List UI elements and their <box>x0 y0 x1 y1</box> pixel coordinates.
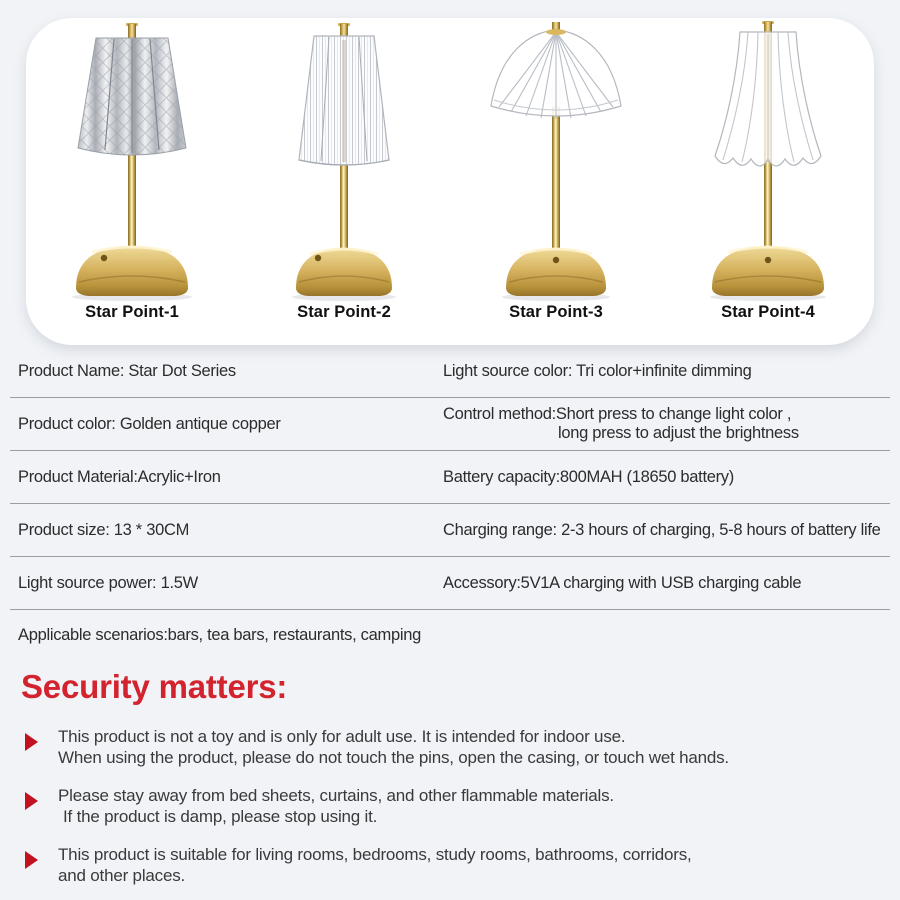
crystal-cone-lamp-image <box>32 20 232 302</box>
spec-product-name: Product Name: Star Dot Series <box>18 361 236 380</box>
lamp-label-2: Star Point-2 <box>297 303 391 321</box>
spec-control-method-line2: long press to adjust the brightness <box>558 424 799 442</box>
lamp-showcase-card <box>26 18 874 345</box>
ribbed-cone-lamp-image <box>244 20 444 302</box>
lamp-label-4: Star Point-4 <box>721 303 815 321</box>
spec-row-power <box>10 557 890 610</box>
spec-row-color <box>10 398 890 451</box>
red-arrow-bullet-icon <box>25 733 38 751</box>
fluted-dome-lamp-image <box>456 20 656 302</box>
security-bullet-2-text <box>58 785 614 827</box>
spec-control-method-line1: Control method:Short press to change light color , <box>443 405 792 423</box>
spec-product-size: Product size: 13 * 30CM <box>18 520 190 539</box>
spec-row-size <box>10 504 890 557</box>
security-bullet-list <box>0 726 900 886</box>
lamp-figure-2 <box>238 18 450 345</box>
spec-control-method <box>443 405 890 443</box>
lamp-label-3: Star Point-3 <box>509 303 603 321</box>
security-section <box>0 660 900 886</box>
security-bullet-1-text <box>58 726 729 768</box>
security-bullet-2-line2: If the product is damp, please stop using it. <box>63 807 378 826</box>
lamp-figure-1 <box>26 18 238 345</box>
security-bullet-1-line2: When using the product, please do not touch the pins, open the casing, or touch wet hands. <box>58 748 729 767</box>
spec-row-name <box>10 345 890 398</box>
spec-product-color: Product color: Golden antique copper <box>18 414 281 433</box>
scalloped-bell-lamp-image <box>668 20 868 302</box>
security-bullet-3 <box>0 844 900 886</box>
spec-battery-capacity: Battery capacity:800MAH (18650 battery) <box>443 467 734 486</box>
spec-light-source-power: Light source power: 1.5W <box>18 573 198 592</box>
red-arrow-bullet-icon <box>25 851 38 869</box>
spec-accessory: Accessory:5V1A charging with USB charging cable <box>443 573 802 592</box>
spec-product-material: Product Material:Acrylic+Iron <box>18 467 221 486</box>
spec-table <box>0 345 900 660</box>
security-bullet-3-text <box>58 844 692 886</box>
lamp-label-1: Star Point-1 <box>85 303 179 321</box>
spec-applicable-scenarios: Applicable scenarios:bars, tea bars, restaurants, camping <box>18 625 421 644</box>
lamp-figure-3 <box>450 18 662 345</box>
security-bullet-1 <box>0 726 900 768</box>
spec-row-material <box>10 451 890 504</box>
spec-charging-range: Charging range: 2-3 hours of charging, 5-8 hours of battery life <box>443 520 881 539</box>
spec-light-source-color: Light source color: Tri color+infinite dimming <box>443 361 752 380</box>
security-bullet-2 <box>0 785 900 827</box>
lamp-figure-4 <box>662 18 874 345</box>
security-bullet-3-line1: This product is suitable for living rooms, bedrooms, study rooms, bathrooms, corridors, <box>58 845 692 864</box>
red-arrow-bullet-icon <box>25 792 38 810</box>
security-bullet-1-line1: This product is not a toy and is only for adult use. It is intended for indoor use. <box>58 727 626 746</box>
security-bullet-3-line2: and other places. <box>58 866 186 885</box>
security-bullet-2-line1: Please stay away from bed sheets, curtains, and other flammable materials. <box>58 786 614 805</box>
security-title: Security matters: <box>21 668 288 705</box>
